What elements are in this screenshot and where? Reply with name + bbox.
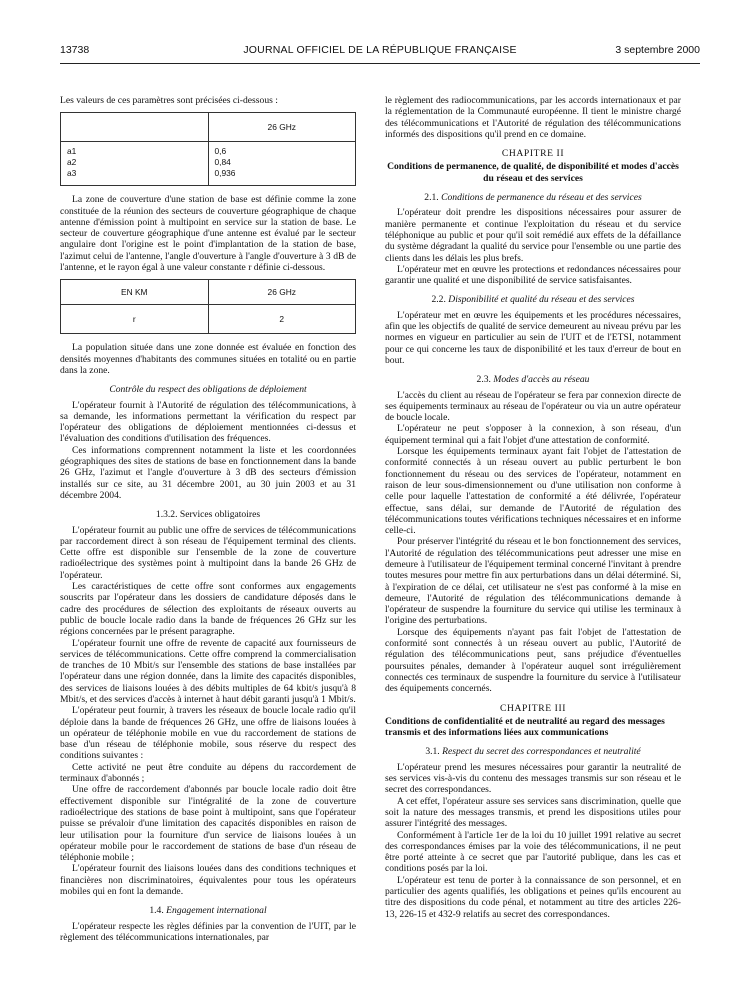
paragraph: Une offre de raccordement d'abonnés par boucle locale radio doit être effectivement disponible sur l'intégralité de la zone de couverture radioélectrique des stations de base point à multipoint, sans que l'opérateur puisse se prévaloir d'une limitation des capacités disponibles en raison de leur utilisation pour la fourniture d'un service de liaisons louées à un opérateur mobile pour le raccordement de stations de base d'un réseau de téléphonie mobile ; bbox=[60, 784, 356, 864]
paragraph: L'opérateur met en œuvre les protections et redondances nécessaires pour garantir une qualité et une disponibilité de service satisfaisantes. bbox=[385, 263, 681, 287]
page-number: 13738 bbox=[60, 44, 90, 56]
left-column bbox=[60, 95, 356, 943]
paragraph: La population située dans une zone donnée est évaluée en fonction des densités moyennes d'habitants des communes situées en totalité ou en partie dans la zone. bbox=[60, 342, 356, 376]
paragraph: L'opérateur fournit des liaisons louées dans des conditions techniques et financières non discriminatoires, équivalentes pour tous les opérateurs mobiles qui en font la demande. bbox=[60, 863, 356, 898]
paragraph: L'opérateur peut fournir, à travers les réseaux de boucle locale radio qu'il déploie dans la bande de fréquences 26 GHz, une offre de liaisons louées à un opérateur de téléphonie mobile en vue du raccordement de stations de base d'un réseau de téléphonie mobile, sous réserve du respect des conditions suivantes : bbox=[60, 705, 356, 762]
paragraph: L'opérateur fournit à l'Autorité de régulation des télécommunications, à sa demande, les informations permettant la vérification du respect par l'opérateur des obligations de déploiement mentionnées ci-dessus et l'évaluation des conditions d'utilisation des fréquences. bbox=[60, 399, 356, 445]
publication-date: 3 septembre 2000 bbox=[615, 44, 700, 56]
paragraph: L'opérateur met en œuvre les équipements et les procédures nécessaires, afin que les objectifs de qualité de service demeurent au niveau prévu par les normes en vigueur en particulier au sein de l'UIT et de l'ETSI, notamment pour ce qui concerne les taux de disponibilité et les taux d'erreur de bout en bout. bbox=[385, 309, 681, 366]
radius-table bbox=[60, 279, 356, 334]
paragraph: A cet effet, l'opérateur assure ses services sans discrimination, quelle que soit la nature des messages transmis, et prend les dispositions utiles pour assurer l'intégrité des messages. bbox=[385, 795, 681, 830]
table-column-header: EN KM bbox=[61, 280, 209, 305]
paragraph: Cette activité ne peut être conduite au dépens du raccordement de terminaux d'abonnés ; bbox=[60, 761, 356, 785]
table-cell: r bbox=[61, 305, 209, 334]
paragraph: L'opérateur prend les mesures nécessaires pour garantir la neutralité de ses services vis-à-vis du contenu des messages transmis sur son réseau et le secret des correspondances. bbox=[385, 761, 681, 796]
paragraph: L'opérateur fournit au public une offre de services de télécommunications par raccordement direct à son réseau de l'équipement terminal des clients. Cette offre est disponible sur l'ensemble de la zone de couverture radioélectrique des systèmes point à multipoint dans la bande 26 GHz de l'opérateur. bbox=[60, 524, 356, 581]
section-number: 2.2. bbox=[431, 294, 446, 306]
paragraph: Les valeurs de ces paramètres sont précisées ci-dessous : bbox=[60, 95, 278, 106]
paragraph: Lorsque des équipements n'ayant pas fait l'objet de l'attestation de conformité sont connectés à un réseau ouvert au public, l'Autorité de régulation des télécommunications peut, sans préjudice d'éventuelles poursuites pénales, demander à l'opérateur auquel sont irrégulièrement connectés ces terminaux de suspendre la fourniture du service à l'utilisateur des équipements concernés. bbox=[385, 626, 681, 695]
section-heading bbox=[60, 509, 356, 520]
section-title: Modes d'accès au réseau bbox=[493, 374, 590, 386]
chapter-label: CHAPITRE II bbox=[501, 148, 565, 160]
section-title: Engagement international bbox=[166, 905, 267, 917]
running-header bbox=[60, 44, 700, 60]
right-column bbox=[385, 95, 681, 920]
section-number: 2.1. bbox=[424, 192, 439, 204]
table-cell: 0,936 bbox=[214, 168, 236, 179]
paragraph: Ces informations comprennent notamment la liste et les coordonnées géographiques des sites de stations de base en fonctionnement dans la bande 26 GHz, l'azimut et l'angle d'ouverture à 3 dB des secteurs d'émission installés sur ce site, au 31 décembre 2001, au 30 juin 2003 et au 31 décembre 2004. bbox=[60, 444, 356, 501]
chapter-label: CHAPITRE III bbox=[499, 702, 567, 714]
section-number: 1.3.2. bbox=[155, 509, 178, 521]
section-title: Contrôle du respect des obligations de déploiement bbox=[109, 384, 307, 396]
paragraph: L'opérateur ne peut s'opposer à la connexion, à son réseau, d'un équipement terminal qui a fait l'objet d'une attestation de conformité. bbox=[385, 423, 681, 446]
chapter-title: Conditions de confidentialité et de neutralité au regard des messages transmis et des informations liées aux communications bbox=[385, 715, 665, 739]
section-title: Conditions de permanence du réseau et des services bbox=[441, 192, 642, 204]
paragraph: L'opérateur fournit une offre de revente de capacité aux fournisseurs de services de télécommunications. Cette offre comprend la commercialisation de tranches de 10 Mbit/s sur l'ensemble des stations de base installées par l'opérateur dans une région donnée, dans la limite des capacités disponibles, des services de liaisons louées à des débits multiples de 64 kbit/s jusqu'à 8 Mbit/s, et des services d'accès à internet à haut débit garanti jusqu'à 1 Mbit/s. bbox=[60, 637, 356, 705]
paragraph: Les caractéristiques de cette offre sont conformes aux engagements souscrits par l'opérateur dans les dossiers de candidature déposés dans le cadre des procédures de sélection des exploitants de réseaux ouverts au public de boucle locale radio dans la bande de fréquences 26 GHz sur les régions concernées par le présent paragraphe. bbox=[60, 581, 356, 638]
parameters-table bbox=[60, 112, 356, 186]
paragraph: Lorsque les équipements terminaux ayant fait l'objet de l'attestation de conformité connectés à un réseau ouvert au public perturbent le bon fonctionnement du réseau ou des services de l'opérateur, notamment en raison de leur sous-dimensionnement ou d'une utilisation non conforme à celle pour laquelle l'attestation de conformité a été délivrée, l'opérateur effectue, sans délai, sur demande de l'Autorité de régulation des télécommunications toutes vérifications techniques nécessaires et en informe celle-ci. bbox=[385, 446, 681, 537]
section-title: Respect du secret des correspondances et neutralité bbox=[442, 746, 641, 758]
paragraph: L'opérateur respecte les règles définies par la convention de l'UIT, par le règlement des télécommunications internationales, par bbox=[60, 920, 356, 943]
section-heading bbox=[385, 746, 681, 757]
table-cell: a1 bbox=[67, 146, 77, 157]
section-title: Disponibilité et qualité du réseau et des services bbox=[448, 294, 635, 306]
section-title: Services obligatoires bbox=[179, 509, 261, 521]
section-heading bbox=[385, 374, 681, 385]
paragraph: le règlement des radiocommunications, par les accords internationaux et par la réglementation de la Communauté européenne. Il tient le ministre chargé des télécommunications et l'Autorité de régulation des télécommunications informés des dispositions qu'il prend en ce domaine. bbox=[385, 95, 681, 140]
chapter-title: Conditions de permanence, de qualité, de disponibilité et modes d'accès du réseau et des services bbox=[387, 161, 679, 184]
table-cell: 0,84 bbox=[214, 157, 231, 168]
table-column-header: 26 GHz bbox=[208, 113, 356, 142]
section-heading bbox=[385, 192, 681, 203]
paragraph: La zone de couverture d'une station de base est définie comme la zone constituée de la réunion des secteurs de couverture géographique de chaque antenne d'émission point à multipoint en service sur la station de base. Le secteur de couverture géographique d'une antenne est évalué par le secteur angulaire dont l'origine est le point d'implantation de la station de base, l'azimut celui de l'antenne, l'angle d'ouverture à l'angle d'ouverture à 3 dB de l'antenne, et le rayon égal à une valeur constante r définie ci-dessous. bbox=[60, 194, 356, 274]
section-heading bbox=[60, 905, 356, 916]
header-rule bbox=[60, 63, 700, 64]
paragraph: L'opérateur est tenu de porter à la connaissance de son personnel, et en particulier des agents qualifiés, les obligations et peines qu'ils encourent au titre des dispositions du code pénal, et notamment au titre des articles 226-13, 226-15 et 432-9 relatifs au secret des correspondances. bbox=[385, 874, 681, 920]
paragraph: Pour préserver l'intégrité du réseau et le bon fonctionnement des services, l'Autorité de régulation des télécommunications peut adresser une mise en demeure à l'utilisateur de l'équipement terminal concerné l'invitant à prendre toutes mesures pour mettre fin aux perturbations dans un délai déterminé. Si, à l'expiration de ce délai, cet utilisateur ne s'est pas conformé à la mise en demeure, l'Autorité de régulation des télécommunications demande à l'opérateur de suspendre la fourniture du service qui utilise les terminaux à l'origine des perturbations. bbox=[385, 536, 681, 627]
paragraph: L'opérateur doit prendre les dispositions nécessaires pour assurer de manière permanente et continue l'exploitation du réseau et du service téléphonique au public et pour qu'il soit remédié aux effets de la défaillance du système dégradant la qualité du service pour l'ensemble ou une partie des clients dans les délais les plus brefs. bbox=[385, 207, 681, 264]
table-cell: a3 bbox=[67, 168, 77, 179]
table-cell: a2 bbox=[67, 157, 77, 168]
paragraph: L'accès du client au réseau de l'opérateur se fera par connexion directe de ses équipements terminaux au réseau de l'opérateur ou via un autre opérateur de boucle locale. bbox=[385, 389, 681, 424]
table-cell-values bbox=[208, 142, 356, 186]
table-cell: 0,6 bbox=[214, 146, 227, 157]
section-heading bbox=[385, 294, 681, 305]
table-cell-labels bbox=[61, 142, 209, 186]
paragraph: Conformément à l'article 1er de la loi du 10 juillet 1991 relative au secret des correspondances émises par la voie des télécommunications, il ne peut être porté atteinte à ce secret que par l'autorité publique, dans les cas et conditions posés par la loi. bbox=[385, 829, 681, 875]
table-header-empty bbox=[61, 113, 209, 142]
table-column-header: 26 GHz bbox=[208, 280, 356, 305]
section-number: 1.4. bbox=[149, 905, 164, 917]
section-number: 2.3. bbox=[476, 374, 491, 386]
table-cell: 2 bbox=[208, 305, 356, 334]
section-number: 3.1. bbox=[425, 746, 440, 758]
journal-title: JOURNAL OFFICIEL DE LA RÉPUBLIQUE FRANÇAISE bbox=[243, 44, 517, 56]
section-heading bbox=[60, 384, 356, 395]
